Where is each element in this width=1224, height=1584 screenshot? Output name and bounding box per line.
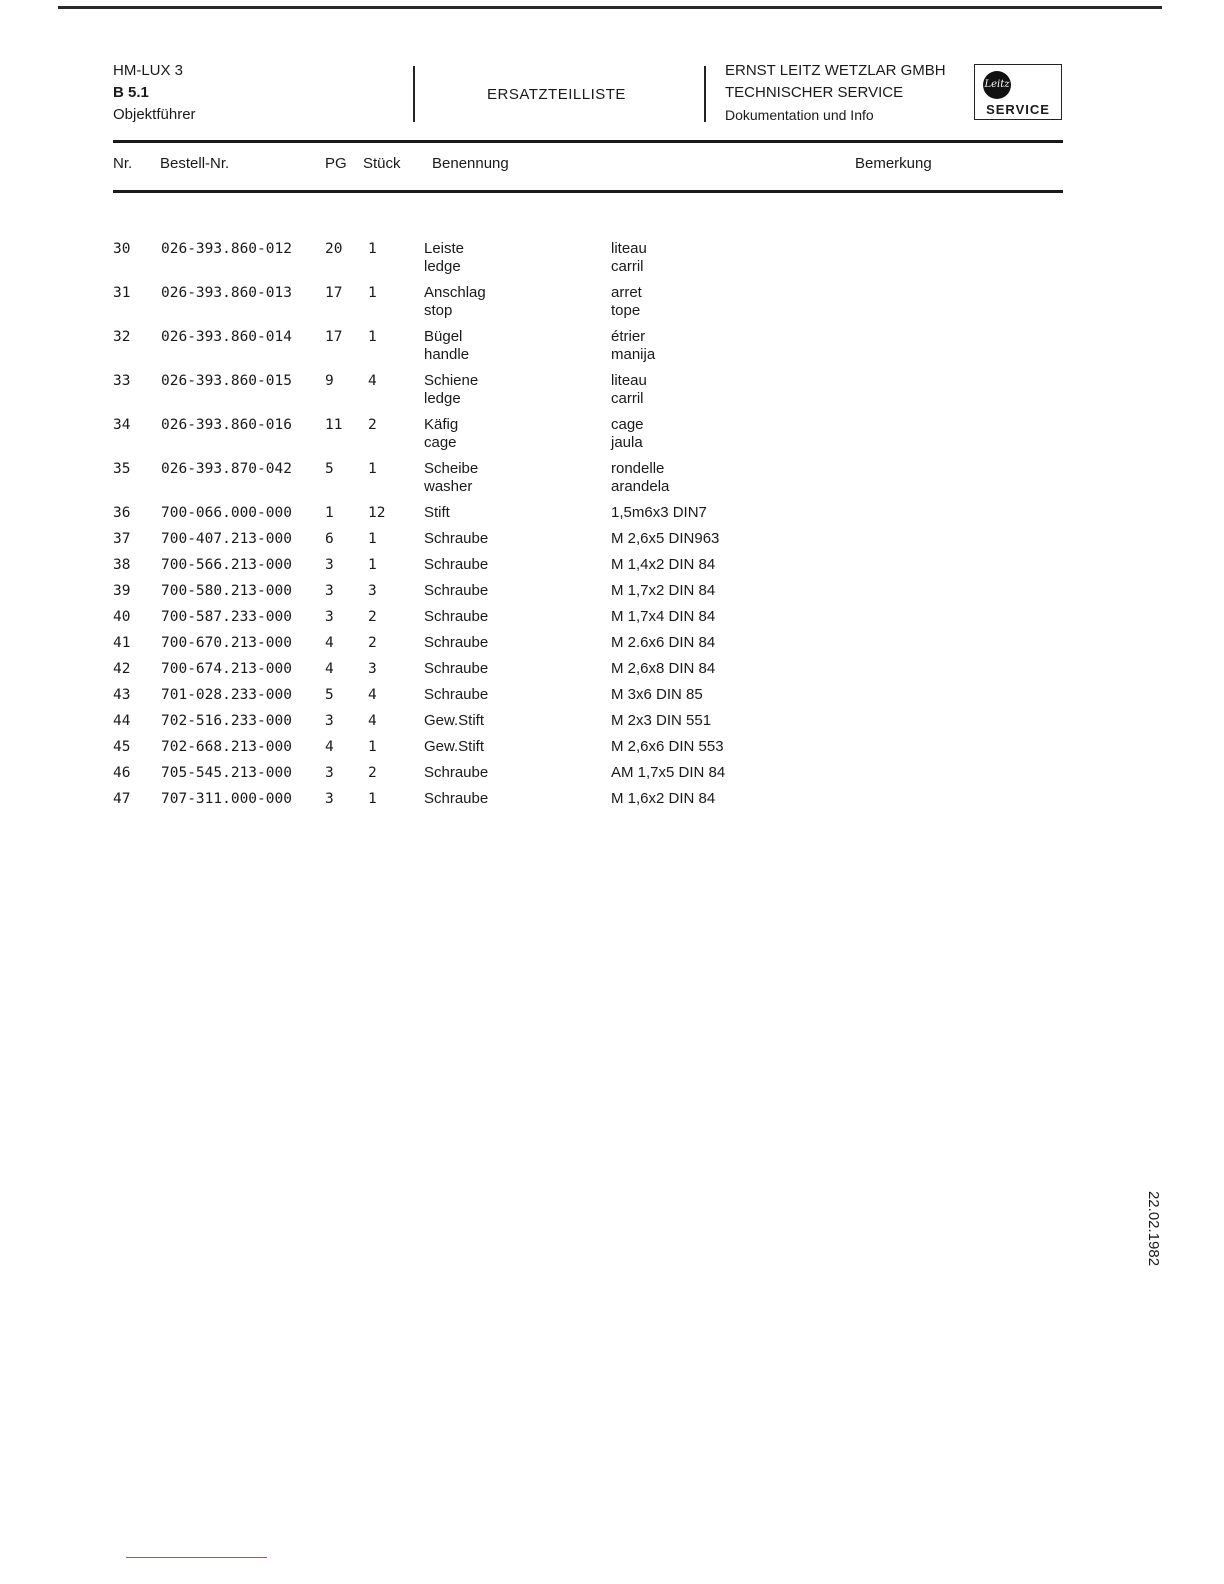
row-bemerkung-remark-fr: M 1,7x4 DIN 84: [611, 608, 716, 625]
row-stueck: [368, 372, 424, 416]
row-stueck-stueck: 2: [368, 609, 377, 625]
row-nr: [113, 240, 161, 284]
table-row: [113, 530, 1051, 556]
table-row: [113, 416, 1051, 460]
row-nr-nr: 47: [113, 791, 131, 807]
row-pg-pg: 6: [325, 531, 334, 547]
row-pg: [325, 460, 368, 504]
row-pg-pg: 4: [325, 739, 334, 755]
row-bemerkung: [611, 712, 1051, 738]
row-bestell-nr-bestell: 700-587.233-000: [161, 609, 292, 625]
row-stueck: [368, 328, 424, 372]
row-stueck-stueck: 1: [368, 461, 377, 477]
row-stueck: [368, 686, 424, 712]
row-benennung: [424, 686, 611, 712]
row-bemerkung-remark-fr: M 2.6x6 DIN 84: [611, 634, 716, 651]
row-pg-pg: 1: [325, 505, 334, 521]
row-bemerkung-remark-fr: M 2,6x6 DIN 553: [611, 738, 724, 755]
row-benennung-name-de: Scheibe: [424, 460, 479, 477]
row-bemerkung: [611, 328, 1051, 372]
row-benennung-name-de: Schraube: [424, 530, 489, 547]
row-pg: [325, 712, 368, 738]
row-bestell-nr: [161, 240, 325, 284]
row-bestell-nr: [161, 764, 325, 790]
row-stueck: [368, 764, 424, 790]
row-stueck: [368, 504, 424, 530]
row-bemerkung: [611, 608, 1051, 634]
row-stueck-stueck: 1: [368, 531, 377, 547]
row-stueck-stueck: 4: [368, 373, 377, 389]
row-benennung-name-de: Schraube: [424, 556, 489, 573]
row-benennung-name-de: Schraube: [424, 660, 489, 677]
row-benennung: [424, 790, 611, 816]
row-bestell-nr: [161, 284, 325, 328]
row-nr: [113, 608, 161, 634]
row-bestell-nr: [161, 460, 325, 504]
row-benennung-name-de: Schraube: [424, 582, 489, 599]
header-left-block: [113, 60, 196, 126]
row-pg-pg: 11: [325, 417, 343, 433]
row-bestell-nr-bestell: 700-670.213-000: [161, 635, 292, 651]
row-nr-nr: 41: [113, 635, 131, 651]
table-row: [113, 240, 1051, 284]
header-rule: [113, 140, 1063, 143]
document-date: 22.02.1982: [1145, 1190, 1163, 1267]
row-nr-nr: 39: [113, 583, 131, 599]
row-pg: [325, 556, 368, 582]
row-stueck: [368, 582, 424, 608]
row-benennung: [424, 738, 611, 764]
row-stueck: [368, 634, 424, 660]
row-bemerkung-remark-fr: M 1,4x2 DIN 84: [611, 556, 716, 573]
row-nr: [113, 328, 161, 372]
row-bestell-nr-bestell: 700-407.213-000: [161, 531, 292, 547]
row-bestell-nr-bestell: 026-393.860-014: [161, 329, 292, 345]
row-benennung-name-de: Schraube: [424, 764, 489, 781]
parts-table-body: [113, 240, 1051, 816]
row-pg-pg: 17: [325, 285, 343, 301]
row-stueck-stueck: 1: [368, 557, 377, 573]
row-bestell-nr: [161, 328, 325, 372]
table-row: [113, 328, 1051, 372]
row-nr-nr: 46: [113, 765, 131, 781]
row-bestell-nr-bestell: 026-393.860-013: [161, 285, 292, 301]
table-row: [113, 556, 1051, 582]
row-bestell-nr: [161, 634, 325, 660]
row-bemerkung: [611, 764, 1051, 790]
row-pg: [325, 416, 368, 460]
row-bestell-nr: [161, 738, 325, 764]
row-stueck: [368, 240, 424, 284]
column-header-rule: [113, 190, 1063, 193]
department-name: TECHNISCHER SERVICE: [725, 84, 904, 101]
row-stueck: [368, 556, 424, 582]
row-pg-pg: 3: [325, 765, 334, 781]
row-bemerkung: [611, 686, 1051, 712]
row-stueck: [368, 460, 424, 504]
row-benennung-name-de: Schraube: [424, 686, 489, 703]
row-bemerkung-remark-fr: arret: [611, 284, 642, 301]
model-name: HM-LUX 3: [113, 62, 184, 79]
row-bemerkung: [611, 660, 1051, 686]
row-bestell-nr-bestell: 705-545.213-000: [161, 765, 292, 781]
subject: Objektführer: [113, 106, 196, 123]
table-row: [113, 660, 1051, 686]
row-pg-pg: 20: [325, 241, 343, 257]
row-pg: [325, 608, 368, 634]
row-bestell-nr: [161, 686, 325, 712]
row-stueck-stueck: 1: [368, 739, 377, 755]
header-right-block: [725, 60, 946, 126]
row-bestell-nr-bestell: 700-674.213-000: [161, 661, 292, 677]
row-benennung: [424, 764, 611, 790]
table-row: [113, 634, 1051, 660]
row-benennung-name-en: stop: [424, 302, 453, 319]
row-stueck: [368, 790, 424, 816]
row-bemerkung-remark-es: tope: [611, 302, 641, 319]
row-nr-nr: 43: [113, 687, 131, 703]
row-nr-nr: 35: [113, 461, 131, 477]
row-nr-nr: 40: [113, 609, 131, 625]
row-stueck: [368, 738, 424, 764]
col-header-bestell: Bestell-Nr.: [160, 155, 230, 172]
row-nr: [113, 460, 161, 504]
row-stueck-stueck: 1: [368, 791, 377, 807]
row-stueck-stueck: 3: [368, 661, 377, 677]
row-pg-pg: 4: [325, 635, 334, 651]
row-pg-pg: 3: [325, 791, 334, 807]
row-bemerkung-remark-es: carril: [611, 258, 644, 275]
row-bestell-nr-bestell: 701-028.233-000: [161, 687, 292, 703]
row-nr-nr: 45: [113, 739, 131, 755]
row-nr-nr: 30: [113, 241, 131, 257]
row-bemerkung-remark-fr: M 3x6 DIN 85: [611, 686, 703, 703]
row-bestell-nr-bestell: 026-393.860-015: [161, 373, 292, 389]
row-bemerkung: [611, 530, 1051, 556]
row-pg-pg: 3: [325, 609, 334, 625]
row-pg: [325, 328, 368, 372]
row-benennung-name-en: washer: [424, 478, 473, 495]
row-bemerkung-remark-fr: rondelle: [611, 460, 665, 477]
row-bestell-nr-bestell: 707-311.000-000: [161, 791, 292, 807]
table-row: [113, 686, 1051, 712]
row-stueck-stueck: 3: [368, 583, 377, 599]
row-benennung: [424, 284, 611, 328]
row-bestell-nr-bestell: 026-393.860-016: [161, 417, 292, 433]
row-nr: [113, 416, 161, 460]
row-bemerkung-remark-fr: M 1,7x2 DIN 84: [611, 582, 716, 599]
row-benennung: [424, 460, 611, 504]
row-stueck-stueck: 1: [368, 285, 377, 301]
table-row: [113, 372, 1051, 416]
row-bemerkung: [611, 634, 1051, 660]
row-pg: [325, 530, 368, 556]
row-bemerkung-remark-es: arandela: [611, 478, 670, 495]
row-benennung: [424, 634, 611, 660]
row-benennung-name-de: Stift: [424, 504, 450, 521]
header-divider-left: [413, 66, 415, 122]
row-benennung: [424, 328, 611, 372]
row-nr: [113, 582, 161, 608]
col-header-benennung: Benennung: [432, 155, 509, 172]
row-benennung-name-en: handle: [424, 346, 470, 363]
row-nr: [113, 712, 161, 738]
row-pg-pg: 3: [325, 713, 334, 729]
header-divider-right: [704, 66, 706, 122]
row-stueck-stueck: 1: [368, 241, 377, 257]
row-benennung-name-de: Käfig: [424, 416, 459, 433]
row-bestell-nr: [161, 416, 325, 460]
row-stueck-stueck: 2: [368, 417, 377, 433]
row-benennung-name-de: Schiene: [424, 372, 479, 389]
row-benennung: [424, 240, 611, 284]
leitz-logo-icon: Leitz: [983, 71, 1011, 99]
row-benennung-name-de: Schraube: [424, 634, 489, 651]
row-bemerkung: [611, 372, 1051, 416]
row-benennung-name-de: Gew.Stift: [424, 738, 485, 755]
row-stueck: [368, 284, 424, 328]
row-bemerkung: [611, 738, 1051, 764]
row-bemerkung: [611, 504, 1051, 530]
row-nr: [113, 556, 161, 582]
row-pg: [325, 284, 368, 328]
row-bestell-nr: [161, 660, 325, 686]
row-pg: [325, 738, 368, 764]
row-bemerkung: [611, 416, 1051, 460]
row-bemerkung-remark-fr: M 2x3 DIN 551: [611, 712, 712, 729]
row-nr-nr: 34: [113, 417, 131, 433]
info-line: Dokumentation und Info: [725, 107, 874, 123]
row-benennung: [424, 556, 611, 582]
row-bestell-nr: [161, 582, 325, 608]
row-stueck: [368, 660, 424, 686]
top-border-line: [58, 6, 1162, 9]
row-stueck-stueck: 2: [368, 635, 377, 651]
row-bemerkung-remark-fr: AM 1,7x5 DIN 84: [611, 764, 726, 781]
row-bemerkung: [611, 284, 1051, 328]
row-stueck-stueck: 12: [368, 505, 386, 521]
table-row: [113, 738, 1051, 764]
row-bestell-nr: [161, 530, 325, 556]
document-title: ERSATZTEILLISTE: [487, 86, 626, 103]
row-bestell-nr: [161, 712, 325, 738]
row-pg-pg: 3: [325, 557, 334, 573]
row-pg: [325, 634, 368, 660]
row-bestell-nr-bestell: 702-668.213-000: [161, 739, 292, 755]
row-stueck-stueck: 4: [368, 713, 377, 729]
row-benennung-name-en: cage: [424, 434, 457, 451]
row-nr-nr: 31: [113, 285, 131, 301]
row-bemerkung: [611, 556, 1051, 582]
row-benennung-name-de: Gew.Stift: [424, 712, 485, 729]
row-stueck-stueck: 4: [368, 687, 377, 703]
row-pg: [325, 686, 368, 712]
section-code: B 5.1: [113, 84, 149, 101]
row-pg: [325, 582, 368, 608]
row-benennung-name-de: Bügel: [424, 328, 463, 345]
row-nr: [113, 284, 161, 328]
row-nr: [113, 634, 161, 660]
row-benennung: [424, 712, 611, 738]
row-bestell-nr: [161, 504, 325, 530]
row-benennung: [424, 608, 611, 634]
row-bemerkung-remark-fr: M 2,6x5 DIN963: [611, 530, 720, 547]
row-benennung-name-de: Anschlag: [424, 284, 486, 301]
row-bestell-nr: [161, 790, 325, 816]
row-bestell-nr-bestell: 700-066.000-000: [161, 505, 292, 521]
row-benennung-name-de: Schraube: [424, 790, 489, 807]
row-nr-nr: 42: [113, 661, 131, 677]
table-row: [113, 504, 1051, 530]
row-bestell-nr: [161, 556, 325, 582]
row-benennung: [424, 372, 611, 416]
col-header-nr: Nr.: [113, 155, 133, 172]
row-pg: [325, 660, 368, 686]
row-benennung-name-en: ledge: [424, 390, 461, 407]
row-stueck: [368, 608, 424, 634]
row-pg-pg: 9: [325, 373, 334, 389]
row-stueck: [368, 416, 424, 460]
row-pg: [325, 372, 368, 416]
row-bemerkung-remark-es: manija: [611, 346, 656, 363]
row-benennung-name-de: Leiste: [424, 240, 465, 257]
row-pg-pg: 3: [325, 583, 334, 599]
row-benennung: [424, 416, 611, 460]
table-row: [113, 582, 1051, 608]
leitz-service-logo: [974, 64, 1062, 120]
table-row: [113, 790, 1051, 816]
row-nr: [113, 504, 161, 530]
footer-line: [126, 1557, 267, 1558]
row-pg: [325, 790, 368, 816]
row-pg: [325, 764, 368, 790]
row-bemerkung-remark-fr: M 2,6x8 DIN 84: [611, 660, 716, 677]
row-pg-pg: 5: [325, 461, 334, 477]
row-bemerkung: [611, 460, 1051, 504]
row-bestell-nr: [161, 608, 325, 634]
row-bestell-nr-bestell: 702-516.233-000: [161, 713, 292, 729]
parts-table: [113, 240, 1051, 816]
row-nr: [113, 764, 161, 790]
row-nr-nr: 37: [113, 531, 131, 547]
row-bemerkung-remark-fr: liteau: [611, 372, 647, 389]
row-benennung: [424, 582, 611, 608]
row-nr-nr: 38: [113, 557, 131, 573]
row-pg-pg: 5: [325, 687, 334, 703]
row-bemerkung-remark-es: carril: [611, 390, 644, 407]
row-bestell-nr-bestell: 026-393.870-042: [161, 461, 292, 477]
row-bemerkung: [611, 240, 1051, 284]
row-bestell-nr-bestell: 026-393.860-012: [161, 241, 292, 257]
row-pg-pg: 4: [325, 661, 334, 677]
row-bestell-nr: [161, 372, 325, 416]
row-bemerkung-remark-fr: M 1,6x2 DIN 84: [611, 790, 716, 807]
row-nr-nr: 44: [113, 713, 131, 729]
row-bemerkung: [611, 790, 1051, 816]
row-bemerkung-remark-fr: liteau: [611, 240, 647, 257]
row-nr: [113, 686, 161, 712]
row-stueck: [368, 712, 424, 738]
row-pg: [325, 240, 368, 284]
table-row: [113, 764, 1051, 790]
row-benennung-name-de: Schraube: [424, 608, 489, 625]
row-nr-nr: 32: [113, 329, 131, 345]
company-name: ERNST LEITZ WETZLAR GMBH: [725, 62, 946, 79]
table-row: [113, 460, 1051, 504]
row-benennung: [424, 660, 611, 686]
row-nr: [113, 790, 161, 816]
row-nr-nr: 36: [113, 505, 131, 521]
col-header-bemerkung: Bemerkung: [855, 155, 932, 172]
col-header-pg: PG: [325, 155, 347, 172]
row-nr-nr: 33: [113, 373, 131, 389]
row-benennung: [424, 530, 611, 556]
col-header-stueck: Stück: [363, 155, 401, 172]
row-benennung-name-en: ledge: [424, 258, 461, 275]
row-nr: [113, 738, 161, 764]
logo-service-label: SERVICE: [986, 102, 1050, 117]
row-pg-pg: 17: [325, 329, 343, 345]
row-bestell-nr-bestell: 700-566.213-000: [161, 557, 292, 573]
row-stueck: [368, 530, 424, 556]
table-row: [113, 284, 1051, 328]
table-row: [113, 608, 1051, 634]
row-bemerkung-remark-fr: étrier: [611, 328, 646, 345]
row-bemerkung-remark-fr: 1,5m6x3 DIN7: [611, 504, 707, 521]
row-benennung: [424, 504, 611, 530]
row-pg: [325, 504, 368, 530]
row-nr: [113, 372, 161, 416]
row-bemerkung-remark-es: jaula: [611, 434, 643, 451]
table-row: [113, 712, 1051, 738]
row-nr: [113, 660, 161, 686]
row-bemerkung: [611, 582, 1051, 608]
row-bestell-nr-bestell: 700-580.213-000: [161, 583, 292, 599]
row-stueck-stueck: 2: [368, 765, 377, 781]
row-stueck-stueck: 1: [368, 329, 377, 345]
row-bemerkung-remark-fr: cage: [611, 416, 644, 433]
row-nr: [113, 530, 161, 556]
